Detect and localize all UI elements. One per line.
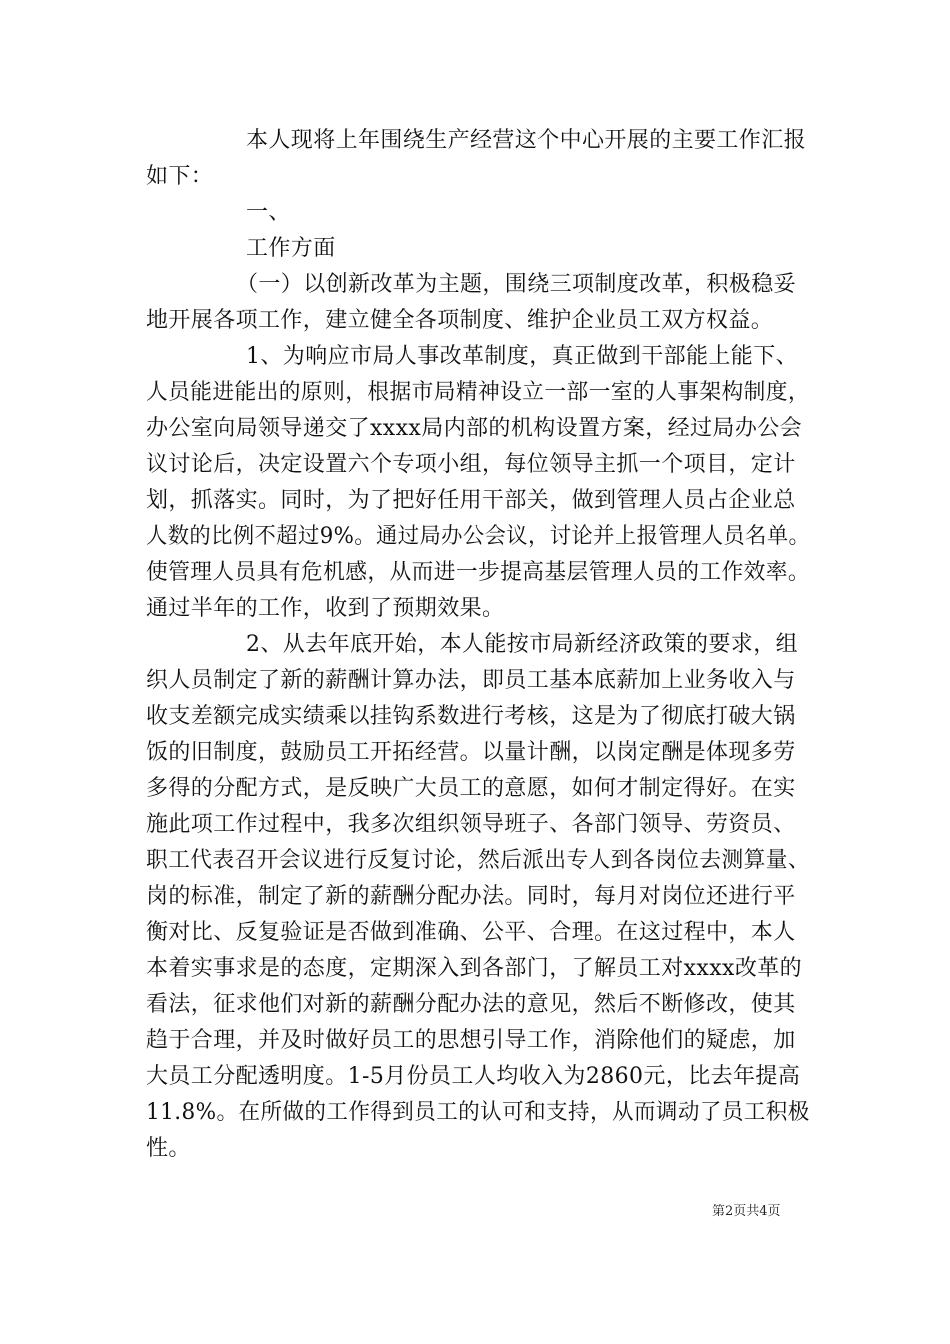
paragraph-line: 性。 <box>146 1136 191 1161</box>
paragraph-line: 职工代表召开会议进行反复讨论，然后派出专人到各岗位去测算量、 <box>146 848 811 873</box>
paragraph-line: 本着实事求是的态度，定期深入到各部门，了解员工对xxxx改革的 <box>146 956 803 981</box>
paragraph-line: 织人员制定了新的薪酬计算办法，即员工基本底薪加上业务收入与 <box>146 668 796 693</box>
paragraph-line: 施此项工作过程中，我多次组织领导班子、各部门领导、劳资员、 <box>146 812 796 837</box>
paragraph-line: 办公室向局领导递交了xxxx局内部的机构设置方案，经过局办公会 <box>146 416 803 441</box>
paragraph-line: 趋于合理，并及时做好员工的思想引导工作，消除他们的疑虑，加 <box>146 1028 796 1053</box>
paragraph-line: 如下： <box>146 164 214 189</box>
paragraph-line: 地开展各项工作，建立健全各项制度、维护企业员工双方权益。 <box>146 308 774 333</box>
section-heading: 工作方面 <box>246 236 336 261</box>
paragraph-line: 饭的旧制度，鼓励员工开拓经营。以量计酬，以岗定酬是体现多劳 <box>146 740 796 765</box>
paragraph-line: 通过半年的工作，收到了预期效果。 <box>146 596 505 621</box>
paragraph-line: 本人现将上年围绕生产经营这个中心开展的主要工作汇报 <box>246 128 807 153</box>
paragraph-line: 11.8%。在所做的工作得到员工的认可和支持，从而调动了员工积极 <box>146 1100 810 1125</box>
section-number: 一、 <box>246 200 291 225</box>
paragraph-line: 衡对比、反复验证是否做到准确、公平、合理。在这过程中，本人 <box>146 920 796 945</box>
paragraph-line: 看法，征求他们对新的薪酬分配办法的意见，然后不断修改，使其 <box>146 992 796 1017</box>
paragraph-line: 划，抓落实。同时，为了把好任用干部关，做到管理人员占企业总 <box>146 488 796 513</box>
paragraph-line: 人员能进能出的原则，根据市局精神设立一部一室的人事架构制度， <box>146 380 811 405</box>
paragraph-line: 人数的比例不超过9%。通过局办公会议，讨论并上报管理人员名单。 <box>146 524 811 549</box>
paragraph-line: 收支差额完成实绩乘以挂钩系数进行考核，这是为了彻底打破大锅 <box>146 704 796 729</box>
paragraph-line: 使管理人员具有危机感，从而进一步提高基层管理人员的工作效率。 <box>146 560 811 585</box>
paragraph-line: 1、为响应市局人事改革制度，真正做到干部能上能下、 <box>246 344 798 369</box>
paragraph-line: 多得的分配方式，是反映广大员工的意愿，如何才制定得好。在实 <box>146 776 796 801</box>
subsection-heading: （一）以创新改革为主题，围绕三项制度改革，积极稳妥 <box>236 272 797 297</box>
paragraph-line: 2、从去年底开始，本人能按市局新经济政策的要求，组 <box>246 632 798 657</box>
paragraph-line: 大员工分配透明度。1-5月份员工人均收入为2860元，比去年提高 <box>146 1064 801 1089</box>
page-number-footer: 第2页共4页 <box>712 1204 781 1219</box>
paragraph-line: 议讨论后，决定设置六个专项小组，每位领导主抓一个项目，定计 <box>146 452 796 477</box>
paragraph-line: 岗的标准，制定了新的薪酬分配办法。同时，每月对岗位还进行平 <box>146 884 796 909</box>
